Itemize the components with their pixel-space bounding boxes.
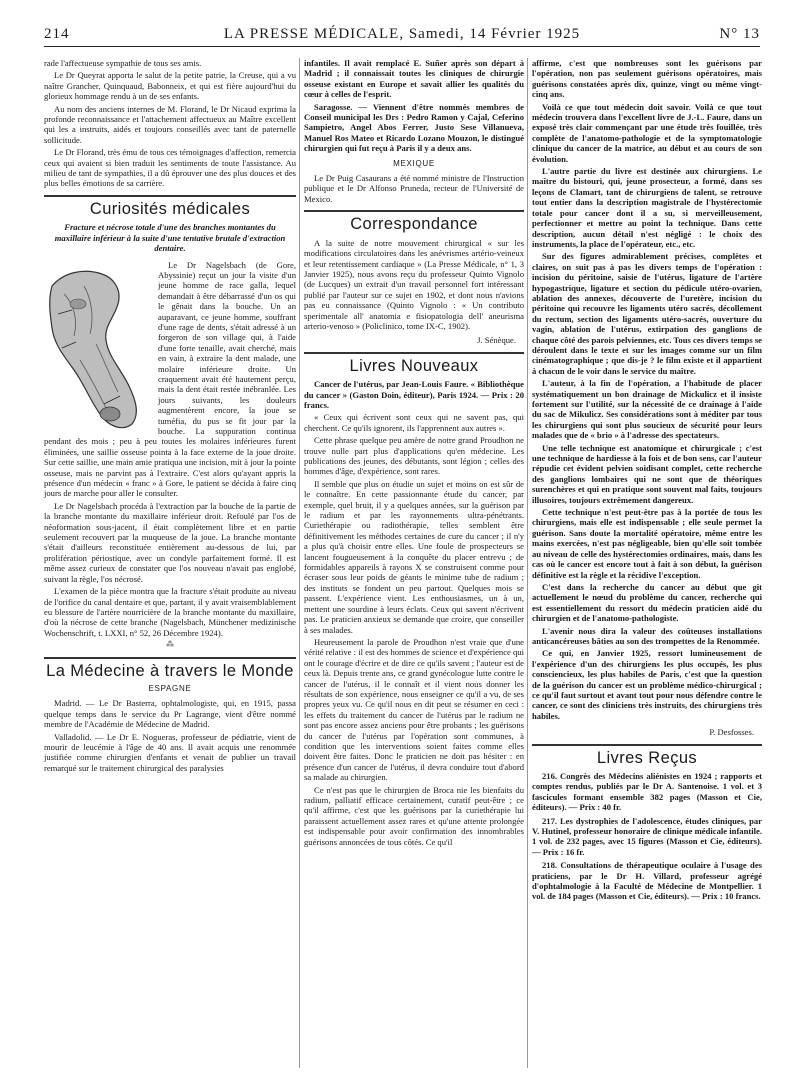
- paragraph: L'auteur, à la fin de l'opération, a l'habitude de placer systématiquement un bon drainage de Mickulicz et il insiste fortement sur l'utilité, sur la nécessité de ce drainage à l'aide du sac de Mikulicz. Ses considérations sont à méditer par tous les chirurgiens qui sont plus soucieux de sécurité pour leurs malades que de « brio » à l'adresse des spectateurs.: [532, 378, 762, 441]
- paragraph: Le Dr Puig Casaurans a été nommé ministre de l'Instruction publique et le Dr Alfonso Pruneda, recteur de l'Université de Mexico.: [304, 173, 524, 204]
- paragraph: Une telle technique est anatomique et chirurgicale ; c'est une technique de hardiesse à la fois et de bon sens, car l'auteur répudie cet évident pelvien soidisant complet, cette recherche des ganglions lombaires qui ne sont que de théoriques surenchères et qui en pratique sont souvent mal faits, toujours illusoires, toujours extrêmement dangereux.: [532, 442, 762, 505]
- jawbone-illustration: [44, 264, 152, 434]
- book-received-item: 218. Consultations de thérapeutique oculaire à l'usage des praticiens, par le Dr H. Villard, professeur agrégé d'ophtalmologie à la Faculté de Médecine de Montpellier. 1 vol. de 184 pages (Masson et Cie, éditeurs). — Prix : 10 francs.: [532, 860, 762, 902]
- ornament: ⁂: [166, 640, 174, 650]
- paragraph: A la suite de notre mouvement chirurgical « sur les modifications circulatoires dans les anévrismes artério-veineux et leur retentissement cardiaque » (La Presse Médicale, n° 1, 3 Janvier 1925), nous avons reçu du professeur Quinto Vignolo (de Lucques) un extrait d'un travail personnel fort intéressant publié par l'auteur sur ce sujet en 1902, et dont nous n'avions pas eu connaissance (Quinto Vignolo : « Un contributo sperimentale all' anatomia e fisiopatologia dell' aneurisma arterio-venoso » (Policlinico, tome IX-C, 1902).: [304, 237, 524, 331]
- paragraph: L'avenir nous dira la valeur des coûteuses installations anticancéreuses bâties au son des trompettes de la Renommée.: [532, 625, 762, 646]
- paragraph: Madrid. — Le Dr Basterra, ophtalmologiste, qui, en 1915, passa quelque temps dans le service du Pr Lagrange, vient d'être nommé membre de l'Académie de Médecine de Madrid.: [44, 698, 296, 730]
- paragraph: affirme, c'est que nombreuses sont les guérisons par l'opération, non pas seulement guérisons opératoires, mais guérisons constatées après dix, quinze, vingt ou même vingt-cinq ans.: [532, 58, 762, 100]
- paragraph: Le Dr Nagelsbach procéda à l'extraction par la bouche de la partie de la branche montante du maxillaire inférieur droit. Refoulé par l'os de néoformation sous-jacent, il était complètement libre et en partie seulement recouvert par la muqueuse de la joue. La branche montante s'était d'ailleurs reconstituée entièrement au-dessous de lui, par prolifération périostique, avec un condyle parfaitement formé. Il est même assez curieux de constater que l'os nouveau n'avait pas englobé, suivant la règle, l'os nécrosé.: [44, 500, 296, 584]
- page-number: 214: [44, 26, 70, 42]
- paragraph: Voilà ce que tout médecin doit savoir. Voilà ce que tout médecin trouvera dans l'excellent livre de J.-L. Faure, dans un exposé très clair commençant par une étude très fouillée, très complète de l'anatomo-pathologie et de la symptomatologie clinique du cancer de la matrice, au début et au cours de son évolution.: [532, 101, 762, 164]
- section-title-livres-nouveaux: Livres Nouveaux: [349, 356, 479, 375]
- paragraph: Saragosse. — Viennent d'être nommés membres de Conseil municipal les Drs : Pedro Ramon y Cajal, Ceferino Sampietro, Angel Abos Ferrer, Justo Sese Villanueva, Manuel Ros Mateo et Ricardo Lozano Mouzon, le distingué chirurgien qui fut reçu à Paris il y a deux ans.: [304, 101, 524, 154]
- column-2: [304, 58, 524, 849]
- section-title-medecine: La Médecine à travers le Monde: [46, 661, 294, 680]
- paragraph: Le Dr Florand, très ému de tous ces témoignages d'affection, remercia ceux qui avaient si bien traduit les sentiments de toute l'assistance. Au milieu de tant de sympathies, il a dû éprouver une des plus douces et des plus belles émotions de sa carrière.: [44, 147, 296, 189]
- paragraph: rade l'affectueuse sympathie de tous ses amis.: [44, 58, 202, 68]
- section-title-curiosites: Curiosités médicales: [89, 199, 251, 218]
- paragraph: Sur des figures admirablement précises, complètes et claires, on suit pas à pas les divers temps de l'opération : incision du péritoine, saisie de l'utérus, ligature de l'artère hypogastrique, ligature et section du pédicule utéro-ovarien, ablation des annexes, découverte de l'uretère, incision du péritoine qui recouvre les ligaments utéro sacrés, décollement du rectum, section des ligaments utéro-sacrés, ouverture du vagin, ablation de l'utérus, extirpation des ganglions de chaque côté des parois pelviennes, etc. Tous ces divers temps se déroulent dans le texte et sur les images comme sur un film cinématographique ; que dis-je ? le film existe et il appartient à chacun de le voir dans le service du maître.: [532, 251, 762, 376]
- paragraph: Le Dr Nagelsbach (de Gore, Abyssinie) reçut un jour la visite d'un jeune homme de race galla, lequel demandait à être débarrassé d'un os qui le gênait dans la bouche. Un an auparavant, ce jeune homme, souffrant d'une rage de dents, s'était adressé à un forgeron de son village qui, à l'aide d'une forte tenaille, avait cherché, mais en vain, à extraire la dent malade, une molaire inférieure droite. Un craquement avait été hautement perçu, mais la dent était restée inébranlée. Les jours suivants, les douleurs augmentèrent encore, la joue se tuméfia, du pus se fit jour par la bouche. La suppuration continua pendant des mois ; peu à peu toutes les molaires inférieures furent éliminées, une saillie osseuse pointa à la face externe de la joue droite. Sur cette saillie, une main amie pratiqua une incision, mit à jour la pointe osseuse, mais ne parvint pas à l'extraire. C'est alors qu'ayant appris la présence d'un médecin « franc » à Gore, le patient se décida à faire cinq jours de marche pour aller le consulter.: [44, 259, 296, 499]
- paragraph: L'examen de la pièce montra que la fracture s'était produite au niveau de l'orifice du canal dentaire et que, partant, il y avait vraisemblablement eu blessure de l'artère nourricière de la branche montante du maxillaire, d'où la nécrose de cette branche (Nagelsbach, Münchener medizinische Wochenschrift, t. LXXI, n° 52, 26 Décembre 1924).: [44, 586, 296, 638]
- paragraph: Cette phrase quelque peu amère de notre grand Proudhon ne trouve nulle part plus d'applications qu'en médecine. Les publications des jeunes, des débutants, sont légion ; celles des hommes d'âge, d'expérience, sont rares.: [304, 435, 524, 477]
- paragraph: Heureusement la parole de Proudhon n'est vraie que d'une vérité relative : il est des hommes de science et d'expérience qui ont le courage d'écrire et de dire ce qu'ils savent ; l'auteur est de ceux là. Depuis trente ans, ce grand gynécologue lutte contre le cancer de l'utérus, il le connaît et il vient nous donner les résultats de son expérience, nous enseigner ce qu'il a vu, de ses propres yeux vu. Ce qu'il nous en dit peut se résumer en ceci : les effets du traitement du cancer de l'utérus par le radium ne sont pas encore assez anciens pour être probants ; les guérisons du cancer de l'utérus par l'opération sont communes, à condition que les interventions soient faites comme elles doivent être faites. Donc le praticien ne doit pas hésiter : en présence d'un cancer de l'utérus, il devra conduire tout d'abord sa malade au chirurgien.: [304, 636, 524, 783]
- paragraph: « Ceux qui écrivent sont ceux qui ne savent pas, qui cherchent. Ce qu'ils ignorent, ils l'apprennent aux autres ».: [304, 412, 524, 433]
- section-divider: [44, 657, 296, 659]
- article-subtitle: Fracture et nécrose totale d'une des branches montantes du maxillaire inférieur à la suite d'une tentative brutale d'extraction dentaire.: [54, 222, 286, 254]
- column-1: [44, 58, 296, 775]
- column-rule-1: [299, 58, 300, 1068]
- country-heading: ESPAGNE: [148, 683, 192, 693]
- paragraph: Valladolid. — Le Dr E. Nogueras, professeur de pédiatrie, vient de mourir de leucémie à l'âge de 40 ans. Il avait acquis une renommée justifiée comme chirurgien d'enfants et venait de publier un travail remarqué sur le traitement chirurgical des paralysies: [44, 731, 296, 773]
- journal-title: LA PRESSE MÉDICALE, Samedi, 14 Février 1925: [223, 26, 581, 42]
- section-divider: [44, 195, 296, 197]
- section-divider: [304, 352, 524, 354]
- column-3: [532, 58, 762, 905]
- book-received-item: 216. Congrès des Médecins aliénistes en 1924 ; rapports et comptes rendus, publiés par le Dr A. Santenoise. 1 vol. et 3 fascicules formant ensemble 382 pages (Masson et Cie, éditeurs). — Prix : 40 fr.: [532, 771, 762, 813]
- section-divider: [304, 210, 524, 212]
- signature: J. Sénèque.: [477, 335, 516, 346]
- book-reference: Cancer de l'utérus, par Jean-Louis Faure. « Bibliothèque du cancer » (Gaston Doin, éditeur), Paris 1924. — Prix : 20 francs.: [304, 379, 524, 410]
- paragraph: L'autre partie du livre est destinée aux chirurgiens. Le maître du bistouri, qui, jeune prosecteur, a formé, dans ses leçons de Clamart, tant de chirurgiens de talent, se retrouve tout entier dans la description magistrale de l'hystérectomie totale pour cancer dont il a su, si merveilleusement, perfectionner et mettre au point la technique. Dans cette description, aucun détail n'est négligé : le choix des instruments, la place de l'opérateur, etc., etc.: [532, 166, 762, 249]
- column-rule-2: [527, 58, 528, 1068]
- paragraph: Ce n'est pas que le chirurgien de Broca nie les bienfaits du radium, palliatif efficace certainement, curatif peut-être ; ce qu'il affirme, c'est que les guérisons par la curiethérapie lui paraissent actuellement assez rares et qu'une attente prolongée est indispensable pour avoir confirmation des innombrables guérisons annoncées de tous côtés. Ce qu'il: [304, 784, 524, 847]
- page-header: [44, 24, 760, 47]
- paragraph: infantiles. Il avait remplacé E. Suñer après son départ à Madrid ; il connaissait toutes les cliniques de chirurgie osseuse existant en Europe et savait allier les qualités du cœur à celles de l'esprit.: [304, 58, 524, 100]
- paragraph: C'est dans la recherche du cancer au début que git actuellement le nœud du problème du cancer, recherche qui est essentiellement du ressort du médecin praticien aidé du chirurgien et de l'anatomo-pathologiste.: [532, 581, 762, 624]
- section-title-correspondance: Correspondance: [350, 215, 478, 234]
- paragraph: Cette technique n'est peut-être pas à la portée de tous les chirurgiens, mais elle est indispensable ; elle seule permet la guérison. Sans doute la mortalité opératoire, même entre les mains exercées, n'est pas négligeable, bien qu'elle soit tombée au niveau de celle des hystérectomies ordinaires, mais, dans les cas où le cancer est encore tout à fait à son début, la guérison définitive est la règle et la récidive l'exception.: [532, 507, 762, 580]
- section-title-livres-recus: Livres Reçus: [596, 748, 698, 767]
- section-divider: [532, 744, 762, 746]
- paragraph: Le Dr Queyrat apporta le salut de la petite patrie, la Creuse, qui a vu naître Grancher, Quinquaud, Babonneix, et qui est fière aujourd'hui du glorieux hommage rendu à un de ses enfants.: [44, 70, 296, 102]
- paragraph: Au nom des anciens internes de M. Florand, le Dr Nicaud exprima la profonde reconnaissance et l'attachement affectueux au Maître excellent qui les a instruits, aidés et toujours conseillés avec tant de paternelle sollicitude.: [44, 103, 296, 145]
- paragraph: Il semble que plus on étudie un sujet et moins on est sûr de le connaître. En cette passionnante étude du cancer, par exemple, quel bruit, il y a quelques années, sur la guérison par le radium et par les rayonnements ultra-pénétrants. Curiethérapie ou radiothérapie, telles semblent être définitivement les méthodes certaines de cure du cancer ; il n'y a plus qu'à choisir entre elles. Une foule de prospecteurs se lancent fougueusement à la conquête du placer entrevu ; de formidables appareils à rayons X se construisent comme pour écraser sous leur poids de géants le minime tube de radium ; des instituts se fondent un peu partout. Quelques mois se passent. L'expérience vient. Les enthousiasmes, un à un, mettent une sourdine à leurs éclats. Ceux qui savent n'écrivent pas. Le praticien anxieux se demande que croire, que conseiller à ses malades.: [304, 478, 524, 635]
- issue-number: N° 13: [719, 26, 760, 42]
- paragraph: Ce qui, en Janvier 1925, ressort lumineusement de l'expérience d'un des chirurgiens les plus occupés, les plus consciencieux, les plus habiles de Paris, c'est que la question de la guérison du cancer est un problème médico-chirurgical ; ce qu'il faut surtout et avant tout pour nous défendre contre le cancer, ce sont des cliniciens très instruits, des chirurgiens très habiles.: [532, 648, 762, 721]
- country-heading: MEXIQUE: [393, 158, 435, 168]
- book-received-item: 217. Les dystrophies de l'adolescence, études cliniques, par V. Hutinel, professeur honoraire de clinique médicale infantile. 1 vol. de 232 pages, avec 15 figures (Masson et Cie, éditeurs). — Prix : 16 fr.: [532, 815, 762, 857]
- signature: P. Desfosses.: [709, 727, 754, 738]
